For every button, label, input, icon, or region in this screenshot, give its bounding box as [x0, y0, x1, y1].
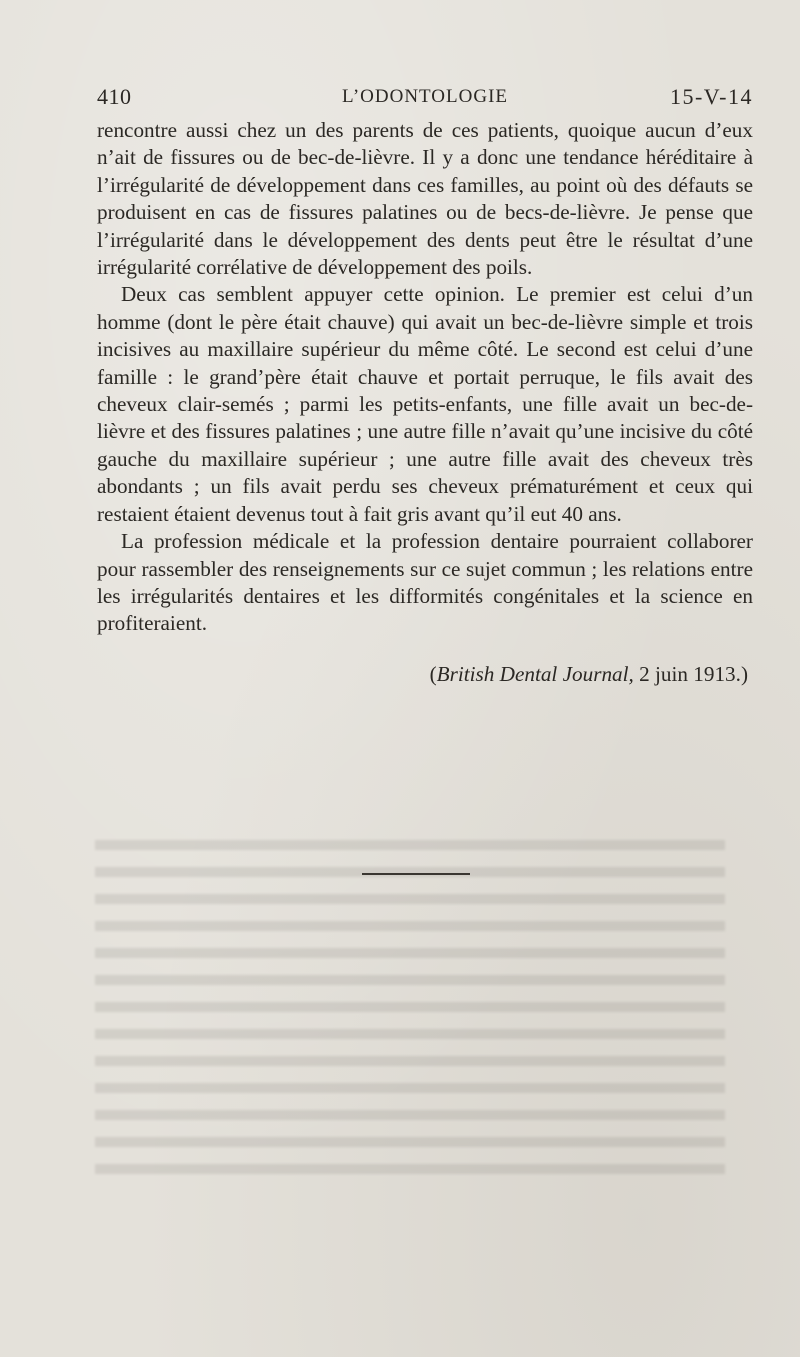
paragraph-2: Deux cas semblent appuyer cette opinion. Le premier est celui d’un homme (dont le père était chauve) qui avait un bec-de-lièvre simple et trois incisives au maxillaire supérieur du même côté. Le second est celui d’une famille : le grand’père était chauve et portait perruque, le fils avait des cheveux clair-semés ; parmi les petits-enfants, une fille avait un bec-de-lièvre et des fissures palatines ; une autre fille n’avait qu’une incisive du côté gauche du maxillaire supérieur ; une autre fille avait des cheveux très abondants ; un fils avait perdu ses cheveux prématurément et ceux qui restaient étaient devenus tout à fait gris avant qu’il eut 40 ans. — [97, 282, 753, 526]
paragraph-1: rencontre aussi chez un des parents de ces patients, quoique aucun d’eux n’ait de fissures ou de bec-de-lièvre. Il y a donc une tendance héréditaire à l’irrégularité de développement dans ces familles, au point où des défauts se produisent en cas de fissures palatines ou de becs-de-lièvre. Je pense que l’irrégularité dans le développement des dents peut être le résultat d’une irrégularité corrélative de développement des poils. — [97, 118, 753, 280]
citation-source: British Dental Journal, — [436, 662, 634, 686]
page-number: 410 — [97, 84, 132, 109]
section-divider — [362, 873, 470, 875]
issue-date: 15-V-14 — [669, 84, 753, 109]
journal-title: L’ODONTOLOGIE — [341, 86, 509, 107]
citation-date: 2 juin 1913. — [639, 662, 741, 686]
paragraph-3: La profession médicale et la profession dentaire pourraient collaborer pour rassembler des renseignements sur ce sujet commun ; les relations entre les irrégularités dentaires et les difformités congénitales et la science en profiteraient. — [97, 529, 753, 636]
article-body — [97, 117, 753, 638]
bleed-through-texture — [95, 840, 725, 1180]
citation: (British Dental Journal, 2 juin 1913.) — [429, 662, 748, 686]
running-header — [97, 84, 753, 114]
